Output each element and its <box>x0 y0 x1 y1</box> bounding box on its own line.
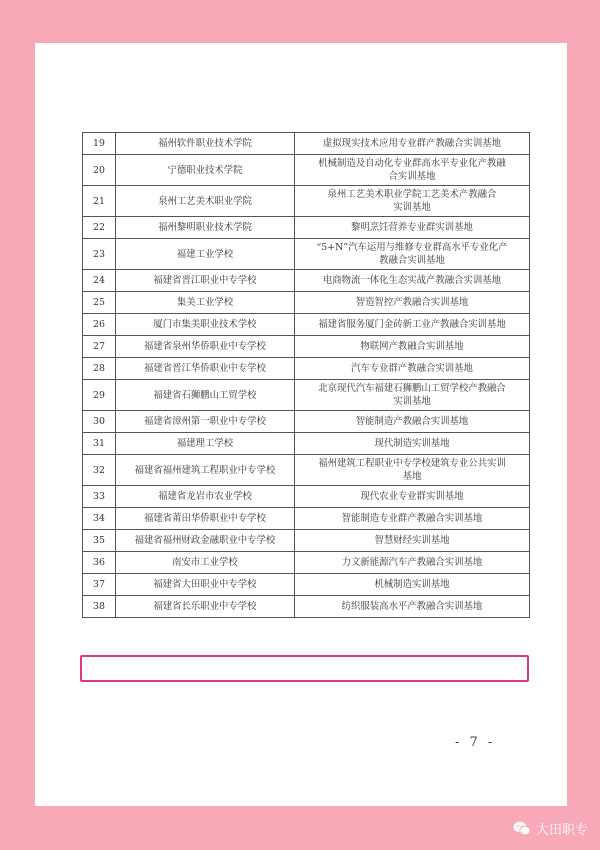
row-number: 23 <box>83 239 116 270</box>
row-number: 20 <box>83 155 116 186</box>
row-number: 38 <box>83 596 116 618</box>
base-name-line: 机械制造及自动化专业群高水平专业化产教融 <box>318 158 506 169</box>
school-name: 厦门市集美职业技术学校 <box>116 314 295 336</box>
school-name: 福建省长乐职业中专学校 <box>116 596 295 618</box>
training-base-name <box>295 486 530 508</box>
base-name-line: 机械制造实训基地 <box>374 579 450 590</box>
training-base-name <box>295 552 530 574</box>
table-row <box>83 217 530 239</box>
table-row <box>83 508 530 530</box>
school-name: 福建省晋江华侨职业中专学校 <box>116 358 295 380</box>
wechat-icon <box>513 821 531 836</box>
training-base-name <box>295 508 530 530</box>
training-base-name <box>295 186 530 217</box>
base-name-line: 虚拟现实技术应用专业群产教融合实训基地 <box>322 138 502 149</box>
base-name-line: 智能制造专业群产教融合实训基地 <box>341 513 483 524</box>
base-name-line: 力文新能源汽车产教融合实训基地 <box>341 557 483 568</box>
row-number: 21 <box>83 186 116 217</box>
base-name-line: 智慧财经实训基地 <box>374 535 450 546</box>
row-number: 24 <box>83 270 116 292</box>
training-base-name <box>295 574 530 596</box>
training-base-name <box>295 336 530 358</box>
base-name-line: 基地 <box>402 471 422 482</box>
base-name-line: 福州建筑工程职业中专学校建筑专业公共实训 <box>318 458 506 469</box>
row-number: 35 <box>83 530 116 552</box>
table-row <box>83 530 530 552</box>
school-name: 福建省泉州华侨职业中专学校 <box>116 336 295 358</box>
row-number: 22 <box>83 217 116 239</box>
highlight-box-row-37 <box>80 655 529 682</box>
table-row <box>83 270 530 292</box>
row-number: 30 <box>83 411 116 433</box>
table-row <box>83 411 530 433</box>
table-row <box>83 486 530 508</box>
table-body <box>83 133 530 618</box>
school-name: 福建省漳州第一职业中专学校 <box>116 411 295 433</box>
table-row <box>83 336 530 358</box>
row-number: 37 <box>83 574 116 596</box>
row-number: 34 <box>83 508 116 530</box>
base-name-line: 合实训基地 <box>388 171 436 182</box>
school-name: 福州黎明职业技术学院 <box>116 217 295 239</box>
training-base-name <box>295 314 530 336</box>
school-name: 福建工业学校 <box>116 239 295 270</box>
table-row <box>83 358 530 380</box>
table-row <box>83 186 530 217</box>
base-name-line: 电商物流一体化生态实战产教融合实训基地 <box>322 275 502 286</box>
row-number: 28 <box>83 358 116 380</box>
school-name: 福建省福州财政金融职业中专学校 <box>116 530 295 552</box>
watermark-text: 大田职专 <box>535 823 588 838</box>
school-name: 福建省龙岩市农业学校 <box>116 486 295 508</box>
school-name: 泉州工艺美术职业学院 <box>116 186 295 217</box>
school-name: 南安市工业学校 <box>116 552 295 574</box>
table-row <box>83 455 530 486</box>
table-row <box>83 292 530 314</box>
training-base-name <box>295 217 530 239</box>
row-number: 32 <box>83 455 116 486</box>
school-name: 福建省莆田华侨职业中专学校 <box>116 508 295 530</box>
training-base-name <box>295 239 530 270</box>
base-name-line: 现代制造实训基地 <box>374 438 450 449</box>
row-number: 27 <box>83 336 116 358</box>
table-row <box>83 133 530 155</box>
base-name-line: 北京现代汽车福建石狮鹏山工贸学校产教融合 <box>318 383 506 394</box>
training-base-name <box>295 433 530 455</box>
school-name: 福建理工学校 <box>116 433 295 455</box>
row-number: 26 <box>83 314 116 336</box>
base-name-line: 汽车专业群产教融合实训基地 <box>351 363 473 374</box>
document-page <box>35 43 567 806</box>
training-base-table <box>82 132 530 618</box>
table-row <box>83 380 530 411</box>
base-name-line: 教融合实训基地 <box>379 255 445 266</box>
row-number: 31 <box>83 433 116 455</box>
training-base-name <box>295 411 530 433</box>
table-row <box>83 433 530 455</box>
table-row <box>83 596 530 618</box>
training-base-name <box>295 380 530 411</box>
watermark <box>513 819 588 838</box>
table-row <box>83 155 530 186</box>
school-name: 福建省石狮鹏山工贸学校 <box>116 380 295 411</box>
base-name-line: 福建省服务厦门金砖新工业产教融合实训基地 <box>318 319 506 330</box>
school-name: 福建省晋江职业中专学校 <box>116 270 295 292</box>
training-base-name <box>295 358 530 380</box>
training-base-name <box>295 155 530 186</box>
training-base-name <box>295 455 530 486</box>
training-base-name <box>295 530 530 552</box>
base-name-line: 黎明烹饪营养专业群实训基地 <box>351 222 473 233</box>
row-number: 33 <box>83 486 116 508</box>
base-name-line: 实训基地 <box>393 396 431 407</box>
row-number: 19 <box>83 133 116 155</box>
table-row <box>83 314 530 336</box>
school-name: 宁德职业技术学院 <box>116 155 295 186</box>
base-name-line: 纺织服装高水平产教融合实训基地 <box>341 601 483 612</box>
school-name: 福建省福州建筑工程职业中专学校 <box>116 455 295 486</box>
table-row <box>83 574 530 596</box>
table-row <box>83 239 530 270</box>
training-base-name <box>295 596 530 618</box>
row-number: 36 <box>83 552 116 574</box>
base-name-line: “5+N”汽车运用与维修专业群高水平专业化产 <box>316 242 508 253</box>
table-row <box>83 552 530 574</box>
school-name: 福州软件职业技术学院 <box>116 133 295 155</box>
base-name-line: 物联网产教融合实训基地 <box>360 341 464 352</box>
training-base-name <box>295 270 530 292</box>
base-name-line: 实训基地 <box>393 202 431 213</box>
page-number: - 7 - <box>455 735 496 750</box>
row-number: 25 <box>83 292 116 314</box>
base-name-line: 智造智控产教融合实训基地 <box>355 297 469 308</box>
school-name: 福建省大田职业中专学校 <box>116 574 295 596</box>
school-name: 集美工业学校 <box>116 292 295 314</box>
training-base-name <box>295 133 530 155</box>
base-name-line: 泉州工艺美术职业学院工艺美术产教融合 <box>327 189 497 200</box>
row-number: 29 <box>83 380 116 411</box>
base-name-line: 现代农业专业群实训基地 <box>360 491 464 502</box>
base-name-line: 智能制造产教融合实训基地 <box>355 416 469 427</box>
training-base-name <box>295 292 530 314</box>
